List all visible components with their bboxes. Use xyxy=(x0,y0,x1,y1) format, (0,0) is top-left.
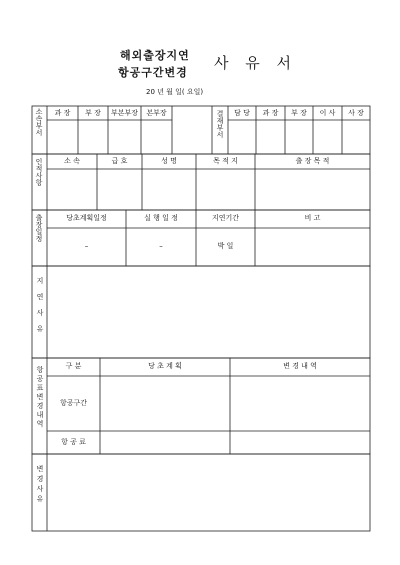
schedule-col-delay: 지연기간 xyxy=(211,214,240,222)
approval-col-staff: 담 당 xyxy=(234,109,250,117)
schedule-actual-range: – xyxy=(159,242,163,250)
form-title-line1: 해외출장지연 xyxy=(120,49,190,62)
form-title-main: 사 유 서 xyxy=(214,54,298,72)
schedule-delay-nights-days: 박 일 xyxy=(217,242,234,250)
issuing-col-manager: 과 장 xyxy=(54,109,71,117)
label-trip-schedule: 출장일정 xyxy=(35,214,43,242)
route-col-changes: 변 경 내 역 xyxy=(283,362,317,370)
approval-col-manager: 과 장 xyxy=(262,109,279,117)
date-line: 20 년 월 일( 요일) xyxy=(146,88,204,96)
route-col-category: 구 분 xyxy=(65,362,82,370)
schedule-col-planned: 당초계획일정 xyxy=(66,214,107,222)
label-change-reason: 변경사유 xyxy=(36,465,44,505)
personnel-col-grade: 급 호 xyxy=(111,157,128,165)
schedule-col-remarks: 비 고 xyxy=(304,214,321,222)
label-issuing-dept: 소속부서 xyxy=(35,108,43,136)
personnel-col-affiliation: 소 속 xyxy=(64,157,80,165)
personnel-col-purpose: 출 장 목 적 xyxy=(295,157,330,165)
route-row-flight-segment: 항공구간 xyxy=(59,399,88,407)
label-route-change: 항공표변경내역 xyxy=(36,366,44,429)
personnel-col-destination: 목 적 지 xyxy=(213,157,238,165)
label-delay-reason: 지연사유 xyxy=(36,277,44,341)
issuing-col-director: 부 장 xyxy=(85,109,101,117)
label-personnel: 인적사항 xyxy=(35,158,43,186)
approval-col-president: 사 장 xyxy=(348,109,364,117)
approval-col-executive: 이 사 xyxy=(319,109,336,117)
issuing-col-deputy-head: 부본부장 xyxy=(110,109,139,117)
issuing-col-head: 본부장 xyxy=(146,109,167,117)
label-approval-dept: 결재부서 xyxy=(216,110,224,138)
schedule-col-actual: 실 행 일 정 xyxy=(144,214,178,222)
schedule-planned-range: – xyxy=(84,242,89,250)
approval-col-director: 부 장 xyxy=(291,109,307,117)
route-row-airfare: 항 공 료 xyxy=(61,438,86,446)
form-title-line2: 항공구간변경 xyxy=(118,66,188,79)
personnel-col-name: 성 명 xyxy=(161,157,177,165)
route-col-original-plan: 당 초 계 획 xyxy=(148,362,182,370)
